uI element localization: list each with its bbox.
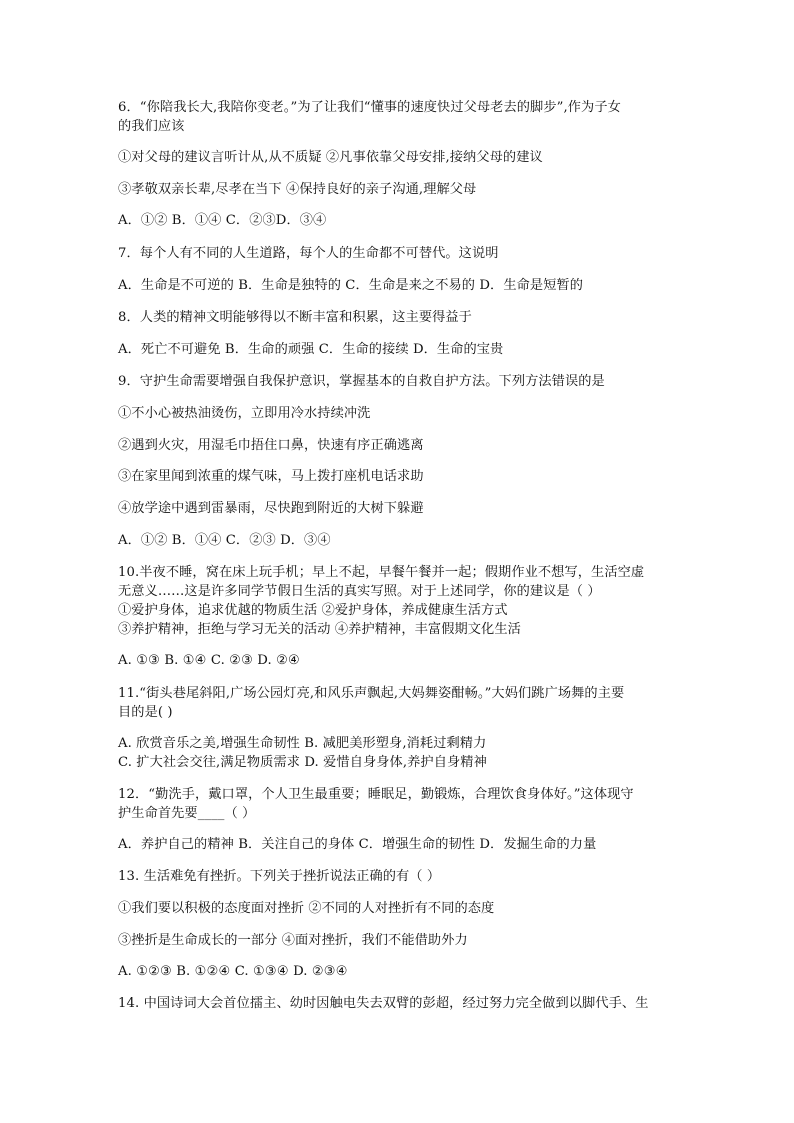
q12-choices: A．养护自己的精神 B．关注自己的身体 C．增强生命的韧性 D．发掘生命的力量 [118, 837, 597, 852]
q6-choices: A．①② B．①④ C．②③D．③④ [118, 213, 327, 228]
q8-stem: 8．人类的精神文明能够得以不断丰富和积累，这主要得益于 [118, 310, 472, 325]
q7-choices: A．生命是不可逆的 B．生命是独特的 C．生命是来之不易的 D．生命是短暂的 [118, 278, 584, 293]
q9-choices: A．①② B．①④ C．②③ D．③④ [118, 533, 331, 548]
q6-stem-line2: 的我们应该 [118, 119, 185, 134]
q6-options-line1: ①对父母的建议言听计从,从不质疑 ②凡事依靠父母安排,接纳父母的建议 [118, 150, 543, 165]
q13-choices: A. ①②③ B. ①②④ C. ①③④ D. ②③④ [118, 964, 348, 979]
q11-stem-line1: 11.“街头巷尾斜阳,广场公园灯亮,和风乐声飘起,大妈舞姿酣畅。”大妈们跳广场舞的主要 [118, 686, 625, 701]
q11-options-line2: C. 扩大社会交往,满足物质需求 D. 爱惜自身身体,养护自身精神 [118, 755, 487, 770]
q7-stem: 7．每个人有不同的人生道路，每个人的生命都不可替代。这说明 [118, 246, 499, 261]
q9-option-3: ③在家里闻到浓重的煤气味，马上拨打座机电话求助 [118, 469, 424, 484]
q9-stem: 9．守护生命需要增强自我保护意识，掌握基本的自救自护方法。下列方法错误的是 [118, 374, 605, 389]
q11-options-line1: A. 欣赏音乐之美,增强生命韧性 B. 减肥美形塑身,消耗过剩精力 [118, 736, 487, 751]
q13-options-line1: ①我们要以积极的态度面对挫折 ②不同的人对挫折有不同的态度 [118, 901, 495, 916]
q6-options-line2: ③孝敬双亲长辈,尽孝在当下 ④保持良好的亲子沟通,理解父母 [118, 182, 477, 197]
q9-option-4: ④放学途中遇到雷暴雨，尽快跑到附近的大树下躲避 [118, 501, 424, 516]
q10-choices: A. ①③ B. ①④ C. ②③ D. ②④ [118, 653, 300, 668]
q10-options-line2: ③养护精神，拒绝与学习无关的活动 ④养护精神，丰富假期文化生活 [118, 622, 521, 637]
q9-option-2: ②遇到火灾，用湿毛巾捂住口鼻，快速有序正确逃离 [118, 438, 424, 453]
q13-options-line2: ③挫折是生命成长的一部分 ④面对挫折，我们不能借助外力 [118, 933, 468, 948]
q10-options-line1: ①爱护身体，追求优越的物质生活 ②爱护身体，养成健康生活方式 [118, 603, 508, 618]
q14-stem-line1: 14. 中国诗词大会首位擂主、幼时因触电失去双臂的彭超，经过努力完全做到以脚代手、生 [118, 996, 649, 1011]
q10-stem-line1: 10.半夜不睡，窝在床上玩手机；早上不起，早餐午餐并一起；假期作业不想写，生活空虚 [118, 565, 645, 580]
q9-option-1: ①不小心被热油烫伤，立即用冷水持续冲洗 [118, 406, 371, 421]
q11-stem-line2: 目的是( ) [118, 705, 173, 720]
q12-stem-line1: 12．“勤洗手，戴口罩，个人卫生最重要；睡眠足，勤锻炼，合理饮食身体好。”这体现守 [118, 787, 634, 802]
q13-stem: 13. 生活难免有挫折。下列关于挫折说法正确的有（ ） [118, 869, 441, 884]
q12-stem-line2: 护生命首先要____（ ） [118, 806, 256, 821]
q6-stem-line1: 6．“你陪我长大,我陪你变老。”为了让我们“懂事的速度快过父母老去的脚步”,作为子女 [118, 100, 621, 115]
q10-stem-line2: 无意义……这是许多同学节假日生活的真实写照。对于上述同学，你的建议是（ ） [118, 584, 601, 599]
q8-choices: A．死亡不可避免 B．生命的顽强 C．生命的接续 D．生命的宝贵 [118, 342, 504, 357]
